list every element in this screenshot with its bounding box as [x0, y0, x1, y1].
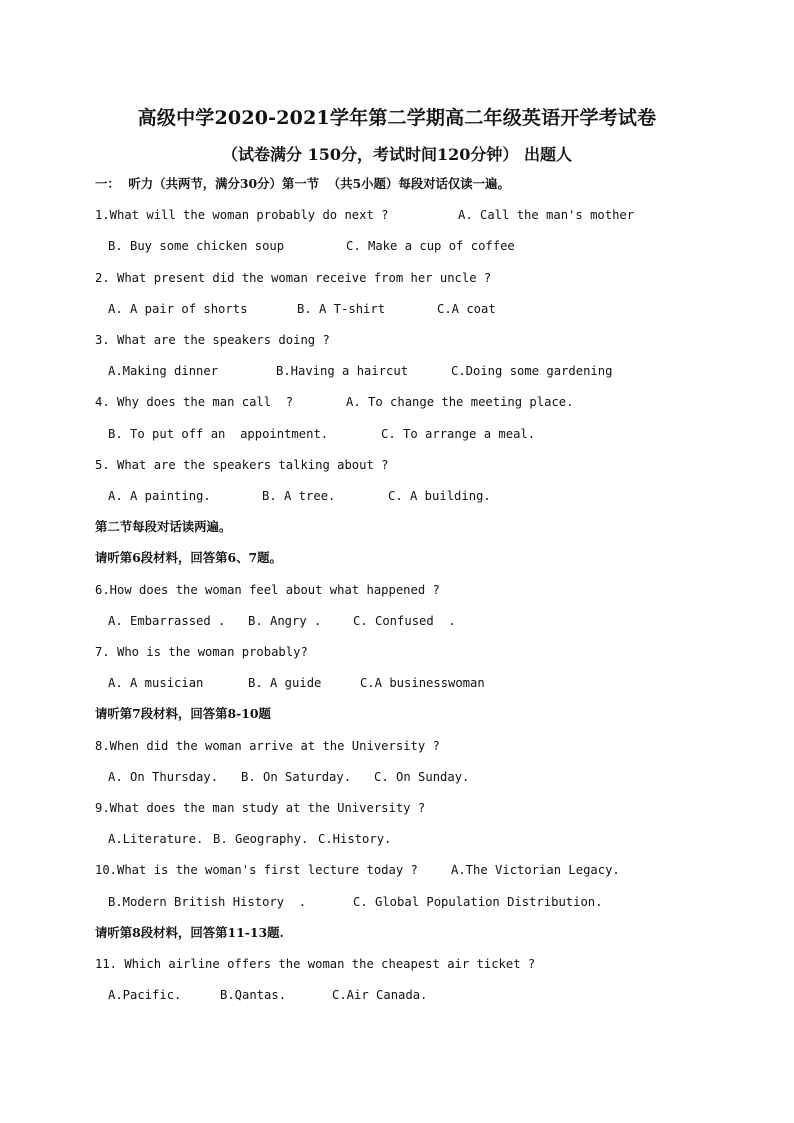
question-1-option-a: A. Call the man's mother: [458, 208, 635, 222]
question-1-option-c: C. Make a cup of coffee: [346, 239, 515, 253]
question-6-option-a: A. Embarrassed .: [108, 614, 226, 628]
question-8-text: 8.When did the woman arrive at the University ?: [95, 739, 440, 753]
passage-7-heading: 请听第7段材料，回答第8-10题: [95, 706, 271, 721]
question-2-option-c: C.A coat: [437, 302, 496, 316]
question-11-option-c: C.Air Canada.: [332, 988, 428, 1002]
question-5-option-b: B. A tree.: [262, 489, 336, 503]
question-5-text: 5. What are the speakers talking about ?: [95, 458, 389, 472]
exam-title: 高级中学2020-2021学年第二学期高二年级英语开学考试卷: [137, 107, 657, 129]
question-6-option-c: C. Confused .: [353, 614, 456, 628]
question-6-option-b: B. Angry .: [248, 614, 322, 628]
question-5-option-a: A. A painting.: [108, 489, 211, 503]
question-10-option-b: B.Modern British History .: [108, 895, 307, 909]
question-8-option-b: B. On Saturday.: [241, 770, 352, 784]
question-9-option-c: C.History.: [318, 832, 392, 846]
question-6-text: 6.How does the woman feel about what happened ?: [95, 583, 440, 597]
question-5-option-c: C. A building.: [388, 489, 491, 503]
question-2-option-a: A. A pair of shorts: [108, 302, 248, 316]
question-8-option-c: C. On Sunday.: [374, 770, 470, 784]
question-11-options: [108, 987, 428, 1067]
question-7-option-a: A. A musician: [108, 676, 204, 690]
question-9-text: 9.What does the man study at the University ?: [95, 801, 426, 815]
question-2-text: 2. What present did the woman receive from her uncle ?: [95, 271, 492, 285]
question-11-option-b: B.Qantas.: [220, 988, 287, 1002]
question-7-option-c: C.A businesswoman: [360, 676, 485, 690]
passage-6-heading: 请听第6段材料，回答第6、7题。: [95, 550, 282, 565]
question-9-option-b: B. Geography.: [213, 832, 309, 846]
question-10-option-a: A.The Victorian Legacy.: [451, 863, 620, 877]
section-1-heading: 一： 听力（共两节，满分30分）第一节 （共5小题）每段对话仅读一遍。: [95, 176, 510, 191]
question-1-text: 1.What will the woman probably do next ?: [95, 208, 389, 222]
section-2-heading: 第二节每段对话读两遍。: [95, 519, 232, 534]
question-10-option-c: C. Global Population Distribution.: [353, 895, 603, 909]
question-4-option-a: A. To change the meeting place.: [346, 395, 574, 409]
question-3-option-a: A.Making dinner: [108, 364, 219, 378]
question-4-option-b: B. To put off an appointment.: [108, 427, 329, 441]
question-8-option-a: A. On Thursday.: [108, 770, 219, 784]
question-3-text: 3. What are the speakers doing ?: [95, 333, 330, 347]
question-7-option-b: B. A guide: [248, 676, 322, 690]
question-2-option-b: B. A T-shirt: [297, 302, 386, 316]
question-10-text: 10.What is the woman's first lecture today ?: [95, 863, 418, 877]
question-1-option-b: B. Buy some chicken soup: [108, 239, 285, 253]
question-3-option-b: B.Having a haircut: [276, 364, 409, 378]
passage-8-heading: 请听第8段材料，回答第11-13题.: [95, 925, 284, 940]
question-4-option-c: C. To arrange a meal.: [381, 427, 536, 441]
exam-subtitle: （试卷满分 150分，考试时间120分钟） 出题人: [222, 145, 572, 164]
question-7-text: 7. Who is the woman probably?: [95, 645, 308, 659]
question-11-option-a: A.Pacific.: [108, 988, 182, 1002]
question-4-text: 4. Why does the man call ?: [95, 395, 294, 409]
question-11-text: 11. Which airline offers the woman the cheapest air ticket ?: [95, 957, 536, 971]
question-3-option-c: C.Doing some gardening: [451, 364, 613, 378]
question-9-option-a: A.Literature.: [108, 832, 204, 846]
